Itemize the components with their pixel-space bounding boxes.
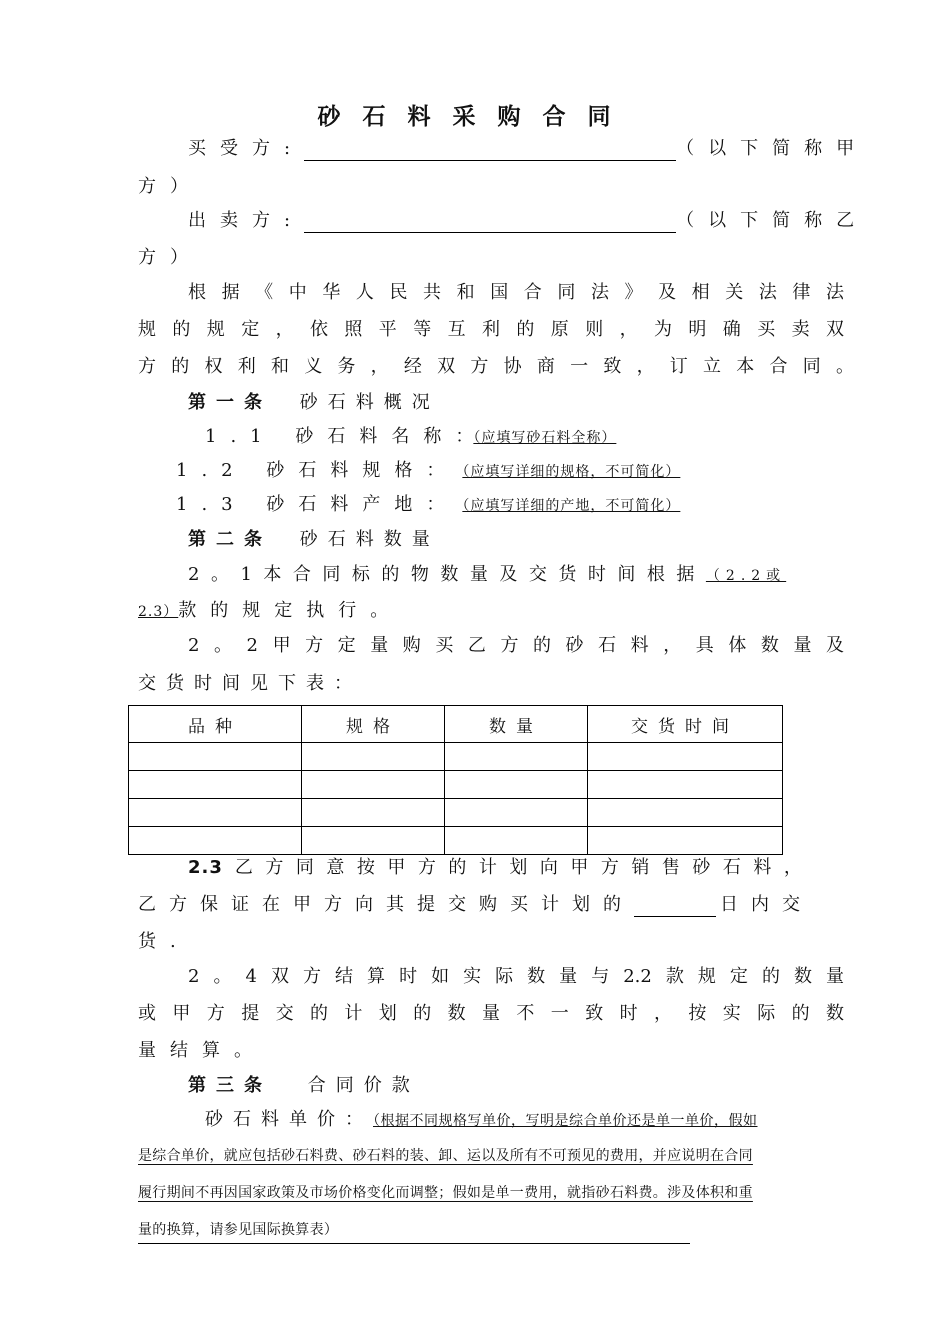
item-note[interactable]: （应填写详细的产地，不可简化） <box>462 498 681 514</box>
item-colon: ： <box>426 494 445 515</box>
table-cell[interactable] <box>445 827 588 855</box>
clause-2-1-line-2 <box>138 599 402 624</box>
seller-suffix: （以下简称乙 <box>676 210 869 231</box>
article2-title: 砂石料数量 <box>299 529 440 550</box>
table-cell[interactable] <box>129 771 302 799</box>
unit-price-label: 砂石料单价： <box>205 1109 373 1130</box>
article2-heading: 第二条 <box>188 529 272 550</box>
unit-price-note-4[interactable]: 量的换算，请参见国际换算表） <box>138 1217 690 1244</box>
table-cell[interactable] <box>588 771 783 799</box>
table-cell[interactable] <box>445 799 588 827</box>
table-cell[interactable] <box>588 799 783 827</box>
clause-2-3-line-1 <box>188 856 814 880</box>
table-header-cell: 品种 <box>129 706 302 743</box>
table-cell[interactable] <box>445 743 588 771</box>
table-cell[interactable] <box>588 827 783 855</box>
table-row <box>129 799 783 827</box>
article2-heading-row <box>188 528 440 552</box>
clause-2-1-line-1 <box>188 563 786 588</box>
article3-heading: 第三条 <box>188 1075 272 1096</box>
table-row <box>129 771 783 799</box>
table-cell[interactable] <box>302 743 445 771</box>
clause-2-4-line-2: 或甲方提交的计划的数量不一致时，按实际的数 <box>138 1003 844 1024</box>
clause-2-1-text-cont: 款的规定执行。 <box>178 600 403 621</box>
clause-2-2-line-1: 2。2甲方定量购买乙方的砂石料，具体数量及 <box>188 635 844 656</box>
article3-title: 合同价款 <box>307 1075 420 1096</box>
clause-2-3-text-3: 日内交 <box>720 894 813 915</box>
table-header-cell: 交货时间 <box>588 706 783 743</box>
seller-name-field[interactable] <box>304 212 676 233</box>
clause-2-1-note[interactable]: （2.2或 <box>705 568 787 584</box>
clause-2-4-line-3: 量结算。 <box>138 1040 266 1061</box>
table-cell[interactable] <box>129 827 302 855</box>
clause-2-3-number: 2.3 <box>188 857 223 878</box>
quantity-table <box>128 705 783 855</box>
item-label: 1.2 砂石料规格 <box>176 460 427 481</box>
intro-line-1: 根据《中华人民共和国合同法》及相关法律法 <box>188 282 844 303</box>
seller-suffix-cont: 方） <box>138 247 202 268</box>
intro-line-2: 规的规定，依照平等互利的原则，为明确买卖双 <box>138 319 844 340</box>
buyer-line <box>188 137 868 161</box>
article1-title: 砂石料概况 <box>299 392 440 413</box>
table-cell[interactable] <box>129 799 302 827</box>
table-cell[interactable] <box>588 743 783 771</box>
delivery-days-field[interactable] <box>634 896 716 917</box>
unit-price-note-4-row <box>138 1212 690 1248</box>
buyer-label: 买受方: <box>188 138 305 159</box>
clause-2-1-text: 2。1本合同标的物数量及交货时间根据 <box>188 564 706 585</box>
item-note[interactable]: （应填写砂石料全称） <box>473 430 617 446</box>
table-cell[interactable] <box>302 827 445 855</box>
clause-2-4-line-1: 2。4双方结算时如实际数量与2.2款规定的数量 <box>188 966 844 987</box>
item-colon: ： <box>455 426 474 447</box>
item-label: 1.3 砂石料产地 <box>176 494 427 515</box>
article3-heading-row <box>188 1074 420 1098</box>
unit-price-note-1[interactable]: （根据不同规格写单价，写明是综合单价还是单一单价，假如 <box>373 1113 758 1129</box>
table-row <box>129 743 783 771</box>
item-note[interactable]: （应填写详细的规格，不可简化） <box>462 464 681 480</box>
table-row <box>129 827 783 855</box>
table-header-row <box>129 706 783 743</box>
buyer-suffix: （以下简称甲 <box>676 138 869 159</box>
buyer-name-field[interactable] <box>304 140 676 161</box>
table-cell[interactable] <box>302 799 445 827</box>
clause-2-3-line-2 <box>138 893 813 917</box>
article1-heading-row <box>188 391 440 415</box>
unit-price-line-1 <box>205 1108 758 1133</box>
clause-2-1-note-cont[interactable]: 2.3） <box>138 604 179 620</box>
article1-item-3 <box>176 493 680 518</box>
table-header-cell: 规格 <box>302 706 445 743</box>
unit-price-note-3[interactable]: 履行期间不再因国家政策及市场价格变化而调整；假如是单一费用，就指砂石料费。涉及体积和重 <box>138 1185 753 1201</box>
page-title: 砂石料采购合同 <box>317 104 633 130</box>
intro-line-3: 方的权利和义务，经双方协商一致，订立本合同。 <box>138 356 854 377</box>
seller-label: 出卖方: <box>188 210 305 231</box>
table-cell[interactable] <box>302 771 445 799</box>
seller-line <box>188 209 868 233</box>
clause-2-3-line-3: 货. <box>138 931 190 952</box>
article1-item-1 <box>205 425 616 450</box>
article1-item-2 <box>176 459 680 484</box>
table-cell[interactable] <box>445 771 588 799</box>
item-label: 1.1 砂石料名称 <box>205 426 456 447</box>
clause-2-3-text: 乙方同意按甲方的计划向甲方销售砂石料， <box>234 857 815 878</box>
table-cell[interactable] <box>129 743 302 771</box>
article1-heading: 第一条 <box>188 392 272 413</box>
item-colon: ： <box>426 460 445 481</box>
unit-price-note-2[interactable]: 是综合单价，就应包括砂石料费、砂石料的装、卸、运以及所有不可预见的费用，并应说明在合同 <box>138 1148 753 1164</box>
clause-2-2-line-2: 交货时间见下表： <box>138 673 362 694</box>
table-header-cell: 数量 <box>445 706 588 743</box>
buyer-suffix-cont: 方） <box>138 176 202 197</box>
clause-2-3-text-2: 乙方保证在甲方向其提交购买计划的 <box>138 894 634 915</box>
